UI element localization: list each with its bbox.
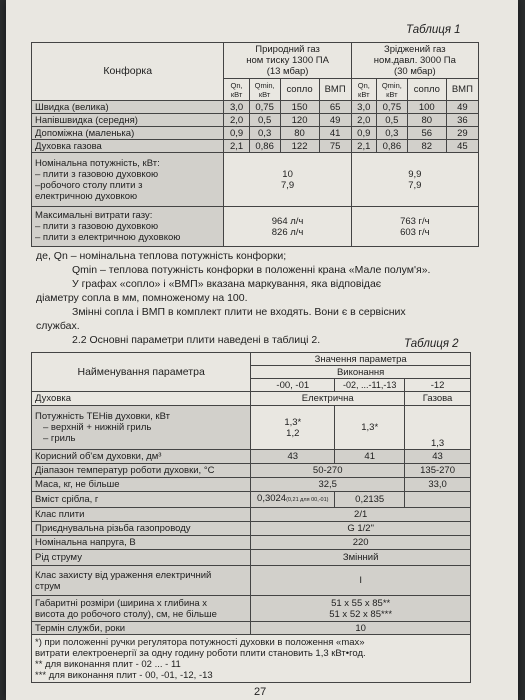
cell: 2/1: [251, 508, 471, 522]
cell: 100: [407, 101, 446, 114]
cell: 2,1: [224, 140, 249, 153]
table1-col-vmp: ВМП: [319, 79, 351, 101]
cell: Газова: [405, 392, 471, 406]
cell: 41: [319, 127, 351, 140]
row-label: Вміст срібла, г: [32, 492, 251, 508]
table1-header-natural-gas: Природний газ ном тиску 1300 ПА (13 мбар): [224, 43, 351, 79]
table2-header-version: Виконання: [251, 366, 471, 379]
row-label: Термін служби, роки: [32, 622, 251, 635]
table-row: [32, 508, 471, 522]
row-label: Клас плити: [32, 508, 251, 522]
cell: 50-270: [251, 464, 405, 478]
cell: 3,0: [224, 101, 249, 114]
cell: 2,0: [351, 114, 376, 127]
cell: 82: [407, 140, 446, 153]
cell: Електрична: [251, 392, 405, 406]
cell: 2,1: [351, 140, 376, 153]
cell: 29: [446, 127, 478, 140]
cell: 10: [251, 622, 471, 635]
cell: 56: [407, 127, 446, 140]
table1-col-qmin: Qmin, кВт: [376, 79, 407, 101]
cell: 150: [280, 101, 319, 114]
table-row: [32, 406, 471, 450]
cell: 0,9: [351, 127, 376, 140]
cell: G 1/2": [251, 522, 471, 536]
table-row: [32, 622, 471, 635]
row-label: Маса, кг, не більше: [32, 478, 251, 492]
cell: 49: [446, 101, 478, 114]
cell: 1,3* 1,2: [251, 406, 335, 450]
cell: 220: [251, 536, 471, 550]
row-label: Швидка (велика): [32, 101, 224, 114]
table1-col-qn: Qn, кВт: [351, 79, 376, 101]
cell: [405, 492, 471, 508]
table-row: [32, 492, 471, 508]
table-row: [32, 478, 471, 492]
page-number: 27: [254, 686, 267, 698]
table2-col-v1: -00, -01: [251, 379, 335, 392]
row-label: Клас захисту від ураження електричний струм: [32, 566, 251, 596]
row-label: Габаритні розміри (ширина х глибина х висота до робочого столу), см, не більше: [32, 596, 251, 622]
cell: 122: [280, 140, 319, 153]
cell: 0,2135: [335, 492, 405, 508]
power-natural-gas: 10 7,9: [224, 153, 351, 207]
cell: 0,5: [376, 114, 407, 127]
row-label: Рід струму: [32, 550, 251, 566]
cell: 41: [335, 450, 405, 464]
table1: [31, 42, 479, 247]
row-label: Напівшвидка (середня): [32, 114, 224, 127]
cell: 0,5: [249, 114, 280, 127]
table-row: [32, 207, 479, 247]
cell: 45: [446, 140, 478, 153]
table1-header-burner: Конфорка: [32, 43, 224, 101]
cell: 135-270: [405, 464, 471, 478]
table-row: [32, 536, 471, 550]
note-line: Змінні сопла і ВМП в комплект плити не входять. Вони є в сервісних: [72, 306, 406, 318]
table-row: [32, 153, 479, 207]
row-label: Духовка: [32, 392, 251, 406]
note-line: Qmin – теплова потужність конфорки в положенні крана «Мале полум'я».: [72, 264, 431, 276]
table2-header-param: Найменування параметра: [32, 353, 251, 392]
cell: 0,75: [376, 101, 407, 114]
cell: 0,3: [249, 127, 280, 140]
table2-header-value: Значення параметра: [251, 353, 471, 366]
table1-col-nozzle: сопло: [280, 79, 319, 101]
footnotes: *) при положенні ручки регулятора потужності духовки в положення «max» витрати електроенергії за одну годину роботи плити становить 1,3 кВт•год. ** для виконання плит - 02 ... - 11 *** для виконання плит - 00, -01, -12, -13: [32, 635, 471, 683]
table-row: [32, 550, 471, 566]
row-label: Номінальна напруга, В: [32, 536, 251, 550]
table1-col-qn: Qn, кВт: [224, 79, 249, 101]
cell: 1,3: [405, 406, 471, 450]
cell: 43: [251, 450, 335, 464]
cell: 0,3024(0,21 для 00,-01): [251, 492, 335, 508]
table-row: [32, 522, 471, 536]
row-label: Духовка газова: [32, 140, 224, 153]
cell: 80: [407, 114, 446, 127]
table-row: [32, 450, 471, 464]
table-row: [32, 566, 471, 596]
cell: 0,3: [376, 127, 407, 140]
cell: 80: [280, 127, 319, 140]
power-label: Номінальна потужність, кВт: – плити з газовою духовкою –робочого столу плити з електричною духовкою: [32, 153, 224, 207]
table2-col-v3: -12: [405, 379, 471, 392]
table-row: [32, 114, 479, 127]
cell: 0,9: [224, 127, 249, 140]
table2-col-v2: -02, ...-11,-13: [335, 379, 405, 392]
note-line: У графах «сопло» і «ВМП» вказана маркування, яка відповідає: [72, 278, 382, 290]
cell: 75: [319, 140, 351, 153]
flow-lpg: 763 г/ч 603 г/ч: [351, 207, 478, 247]
cell: 120: [280, 114, 319, 127]
cell: 0,86: [376, 140, 407, 153]
note-line: 2.2 Основні параметри плити наведені в таблиці 2.: [72, 334, 321, 346]
cell: 1,3*: [335, 406, 405, 450]
table1-caption: Таблиця 1: [406, 24, 461, 36]
row-label: Допоміжна (маленька): [32, 127, 224, 140]
table1-header-lpg: Зріджений газ ном.давл. 3000 Па (30 мбар): [351, 43, 478, 79]
cell: 33,0: [405, 478, 471, 492]
cell: I: [251, 566, 471, 596]
cell: 43: [405, 450, 471, 464]
row-label: Приєднувальна різьба газопроводу: [32, 522, 251, 536]
power-lpg: 9,9 7,9: [351, 153, 478, 207]
cell: 49: [319, 114, 351, 127]
table2-caption: Таблиця 2: [404, 338, 459, 350]
table1-col-nozzle: сопло: [407, 79, 446, 101]
table-row: [32, 596, 471, 622]
document-page: [6, 0, 518, 700]
table-row: [32, 464, 471, 478]
cell: 36: [446, 114, 478, 127]
cell: 2,0: [224, 114, 249, 127]
note-line: службах.: [36, 320, 80, 332]
table2: [31, 352, 471, 683]
table1-col-qmin: Qmin, кВт: [249, 79, 280, 101]
cell: Змінний: [251, 550, 471, 566]
footnotes-row: [32, 635, 471, 683]
table-row: [32, 127, 479, 140]
flow-label: Максимальні витрати газу: – плити з газовою духовкою – плити з електричною духовкою: [32, 207, 224, 247]
table-row: [32, 140, 479, 153]
table1-col-vmp: ВМП: [446, 79, 478, 101]
row-label: Діапазон температур роботи духовки, °С: [32, 464, 251, 478]
cell: 0,86: [249, 140, 280, 153]
row-label: Потужність ТЕНів духовки, кВт – верхній + нижній гриль – гриль: [32, 406, 251, 450]
table-row: [32, 392, 471, 406]
cell: 51 х 55 х 85** 51 х 52 х 85***: [251, 596, 471, 622]
row-label: Корисний об'єм духовки, дм³: [32, 450, 251, 464]
cell: 3,0: [351, 101, 376, 114]
note-line: де, Qn – номінальна теплова потужність конфорки;: [36, 250, 287, 262]
cell: 65: [319, 101, 351, 114]
flow-natural-gas: 964 л/ч 826 л/ч: [224, 207, 351, 247]
cell: 32,5: [251, 478, 405, 492]
cell: 0,75: [249, 101, 280, 114]
table-row: [32, 101, 479, 114]
note-line: діаметру сопла в мм, помноженому на 100.: [36, 292, 248, 304]
